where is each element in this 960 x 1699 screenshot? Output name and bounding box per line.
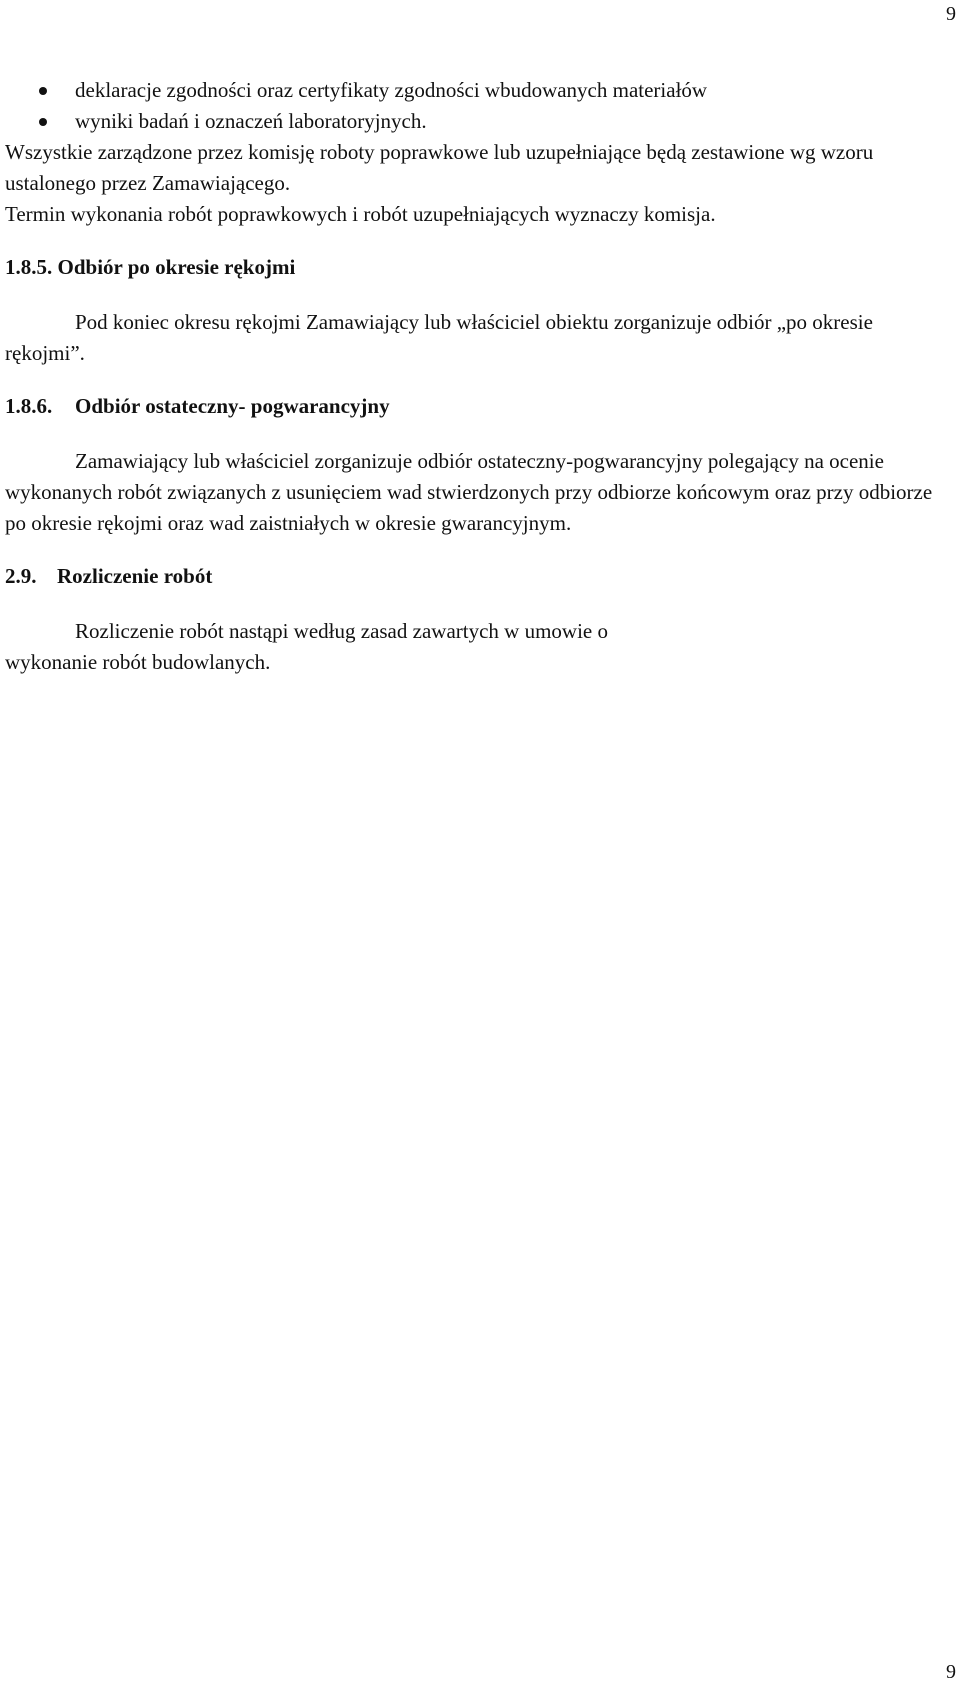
paragraph: Termin wykonania robót poprawkowych i robót uzupełniających wyznaczy komisja. xyxy=(5,202,716,226)
paragraph: Wszystkie zarządzone przez komisję roboty poprawkowe lub uzupełniające będą zestawione wg wzoru ustalonego przez Zamawiającego. xyxy=(5,140,874,195)
section-heading-1-8-6 xyxy=(5,391,945,422)
section-body: Zamawiający lub właściciel zorganizuje odbiór ostateczny-pogwarancyjny polegający na ocenie wykonanych robót związanych z usunięciem wad stwierdzonych przy odbiorze końcowym oraz przy odbiorze po okresie rękojmi oraz wad zaistniałych w okresie gwarancyjnym. xyxy=(5,449,933,535)
list-item: wyniki badań i oznaczeń laboratoryjnych. xyxy=(5,106,945,137)
section-number: 2.9. xyxy=(5,564,37,588)
section-heading-1-8-5 xyxy=(5,252,945,283)
bullet-icon xyxy=(39,87,47,95)
page-number-bottom: 9 xyxy=(946,1661,956,1683)
bullet-icon xyxy=(39,118,47,126)
section-body-line: Rozliczenie robót nastąpi według zasad zawartych w umowie o xyxy=(75,619,608,643)
section-number: 1.8.6. xyxy=(5,394,53,418)
section-body-line: wykonanie robót budowlanych. xyxy=(5,650,271,674)
section-title: Odbiór ostateczny- pogwarancyjny xyxy=(75,394,390,418)
bullet-list xyxy=(5,75,945,137)
section-title: Odbiór po okresie rękojmi xyxy=(57,255,296,279)
section-number: 1.8.5. xyxy=(5,255,53,279)
section-title: Rozliczenie robót xyxy=(57,564,213,588)
section-heading-2-9 xyxy=(5,561,945,592)
document-body xyxy=(5,75,945,678)
page-number-top: 9 xyxy=(946,3,956,25)
list-item: deklaracje zgodności oraz certyfikaty zgodności wbudowanych materiałów xyxy=(5,75,945,106)
section-body: Pod koniec okresu rękojmi Zamawiający lub właściciel obiektu zorganizuje odbiór „po okresie rękojmi”. xyxy=(5,310,873,365)
